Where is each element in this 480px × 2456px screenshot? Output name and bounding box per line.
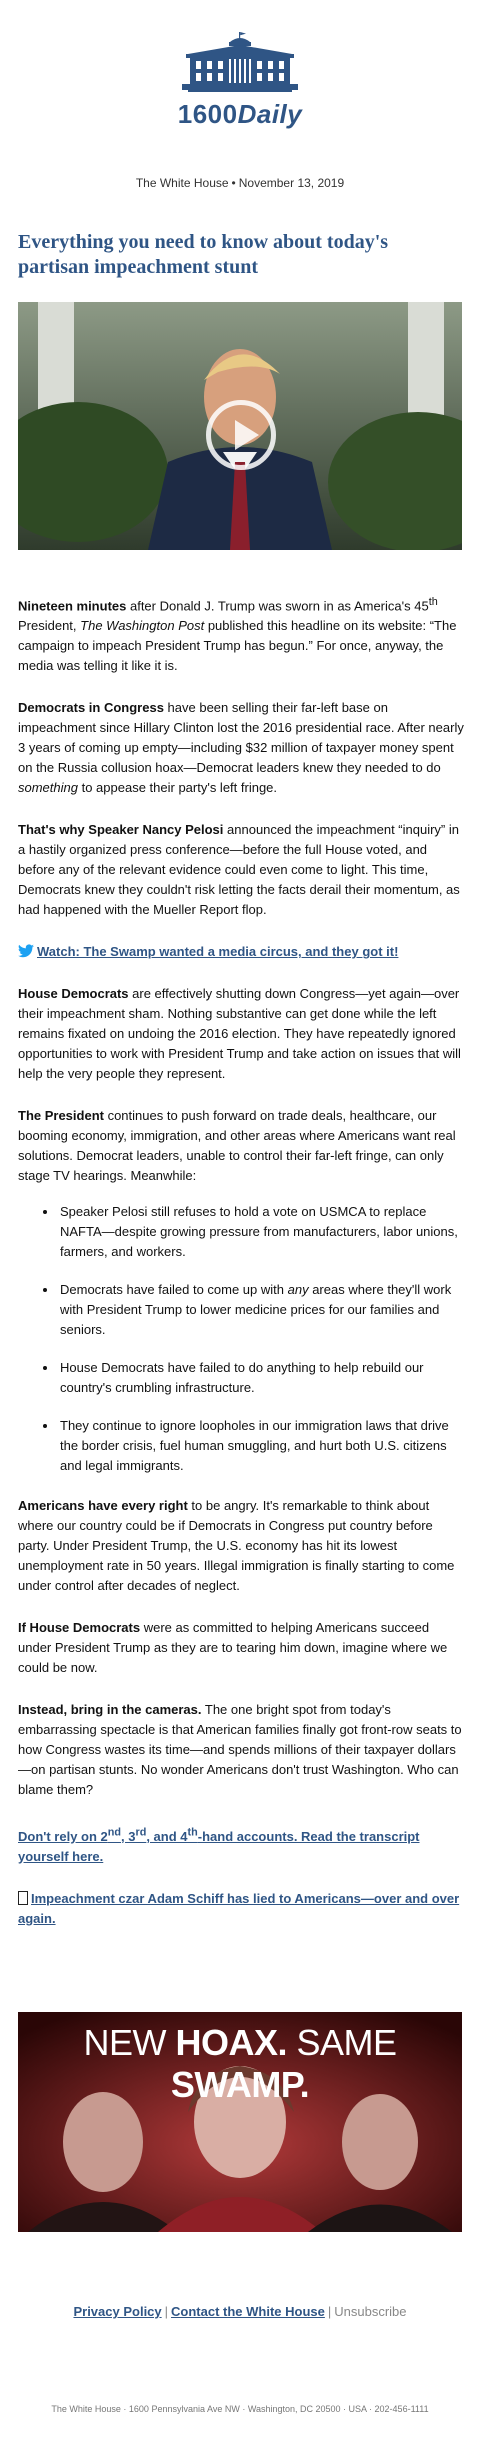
ordinal-suffix: th <box>187 1826 198 1839</box>
ordinal-suffix: rd <box>135 1826 147 1839</box>
promo-word-hoax: HOAX. <box>175 2022 287 2063</box>
white-house-icon <box>170 32 310 92</box>
footer-separator: | <box>164 2304 169 2319</box>
list-item: • House Democrats have failed to do anything to help rebuild our country's crumbling infrastructure. <box>58 1358 464 1398</box>
transcript-link-text-d: -hand accounts. Read the transcript yourself here. <box>18 1828 420 1864</box>
twitter-icon <box>18 944 34 958</box>
list-item-text-b: areas where they'll work with President Trump to lower medicine prices for our families and seniors. <box>60 1282 452 1338</box>
bullet-list <box>18 1202 464 1476</box>
play-circle-icon[interactable] <box>206 400 276 470</box>
transcript-link-text-c: , and 4 <box>146 1828 188 1844</box>
unsubscribe-link[interactable]: Unsubscribe <box>334 2304 407 2319</box>
promo-word-same: SAME <box>296 2022 397 2063</box>
watch-line <box>18 942 464 962</box>
transcript-link-text-b: , 3 <box>121 1828 136 1844</box>
paragraph-8 <box>18 1700 464 1800</box>
watch-video-link[interactable]: Watch: The Swamp wanted a media circus, and they got it! <box>37 944 399 960</box>
publication-name: The Washington Post <box>80 618 205 634</box>
ordinal-suffix: th <box>428 596 438 608</box>
missing-glyph-icon <box>18 1891 28 1905</box>
ordinal-suffix: nd <box>107 1826 122 1839</box>
list-item-text-a: Democrats have failed to come up with <box>60 1282 288 1298</box>
read-transcript-link[interactable] <box>18 1826 420 1864</box>
paragraph-1 <box>18 592 464 676</box>
paragraph-6-lead: Americans have every right <box>18 1498 188 1514</box>
video-thumbnail[interactable] <box>18 302 462 550</box>
promo-banner[interactable] <box>18 2012 462 2232</box>
footer-separator: | <box>327 2304 332 2319</box>
logo-word: Daily <box>237 99 303 129</box>
paragraph-2 <box>18 698 464 798</box>
transcript-link-text-a: Don't rely on 2 <box>18 1828 108 1844</box>
masthead <box>0 32 480 142</box>
paragraph-2-text-a: have been selling their far-left base on impeachment since Hillary Clinton lost the 2016 presidential race. After nearly 3 years of coming up empty—including $32 million of taxpayer money spent on the Russia collusion hoax—Democrat leaders knew they needed to do <box>18 700 464 776</box>
dateline-date: November 13, 2019 <box>238 176 345 190</box>
logo-divider <box>188 90 292 92</box>
footer-address: The White House · 1600 Pennsylvania Ave NW · Washington, DC 20500 · USA · 202-456-1111 <box>51 2404 429 2414</box>
privacy-policy-link[interactable]: Privacy Policy <box>73 2304 162 2319</box>
paragraph-3 <box>18 820 464 920</box>
paragraph-2-emphasis: something <box>18 780 78 796</box>
paragraph-1-lead: Nineteen minutes <box>18 598 127 614</box>
paragraph-3-lead: That's why Speaker Nancy Pelosi <box>18 822 224 838</box>
logo-number: 1600 <box>177 99 238 129</box>
dateline-source: The White House <box>135 176 229 190</box>
promo-word-new: NEW <box>83 2022 166 2063</box>
paragraph-8-lead: Instead, bring in the cameras. <box>18 1702 202 1718</box>
promo-title <box>18 2022 462 2106</box>
list-item <box>58 1280 464 1340</box>
promo-word-swamp: SWAMP. <box>170 2064 310 2105</box>
paragraph-6-text: to be angry. It's remarkable to think about where our country could be if Democrats in Congress put country before party. Under President Trump, the U.S. economy has hit its lowest unemployment rate in 50 years. Illegal immigration is finally starting to come under control after decades of neglect. <box>18 1498 455 1594</box>
brand-logo <box>0 99 480 130</box>
article-body <box>18 592 464 1951</box>
paragraph-1-text-a: after Donald J. Trump was sworn in as America's 45 <box>126 598 429 614</box>
paragraph-5 <box>18 1106 464 1186</box>
paragraph-2-lead: Democrats in Congress <box>18 700 164 716</box>
schiff-line <box>18 1889 464 1929</box>
list-item-emphasis: any <box>287 1282 309 1298</box>
paragraph-5-lead: The President <box>18 1108 104 1124</box>
dateline <box>0 176 480 190</box>
paragraph-4 <box>18 984 464 1084</box>
paragraph-3-text: announced the impeachment “inquiry” in a hastily organized press conference—before the full House voted, and before any of the relevant evidence could even come to light. This time, Democrats knew they couldn't risk letting the facts derail their momentum, as had happened with the Mueller Report flop. <box>18 822 460 918</box>
paragraph-7-lead: If House Democrats <box>18 1620 141 1636</box>
footer-links <box>0 2304 480 2319</box>
transcript-line <box>18 1822 464 1866</box>
paragraph-4-text: are effectively shutting down Congress—yet again—over their impeachment sham. Nothing substantive can get done while the left remains fixated on undoing the 2016 election. They have repeatedly ignored opportunities to work with President Trump and take action on issues that will help the very people they represent. <box>18 986 461 1082</box>
paragraph-6 <box>18 1496 464 1596</box>
contact-link[interactable]: Contact the White House <box>171 2304 325 2319</box>
paragraph-7-text: were as committed to helping Americans succeed under President Trump as they are to tearing him down, imagine where we could be now. <box>18 1620 448 1676</box>
paragraph-7 <box>18 1618 464 1678</box>
headline: Everything you need to know about today's partisan impeachment stunt <box>18 231 389 278</box>
paragraph-1-text-b: President, <box>18 618 81 634</box>
paragraph-4-lead: House Democrats <box>18 986 129 1002</box>
list-item: • Speaker Pelosi still refuses to hold a vote on USMCA to replace NAFTA—despite growing pressure from manufacturers, labor unions, farmers, and workers. <box>58 1202 464 1262</box>
paragraph-5-text: continues to push forward on trade deals, healthcare, our booming economy, immigration, and other areas where Americans want real solutions. Democrat leaders, unable to control their far-left fringe, can only stage TV hearings. Meanwhile: <box>18 1108 456 1184</box>
paragraph-8-text: The one bright spot from today's embarrassing spectacle is that American families finally got front-row seats to how Congress wastes its time—and spends millions of their taxpayer dollars—on partisan stunts. No wonder Americans don't trust Washington. Who can blame them? <box>18 1702 462 1798</box>
schiff-link[interactable]: Impeachment czar Adam Schiff has lied to Americans—over and over again. <box>18 1890 460 1926</box>
dateline-separator: • <box>231 176 236 190</box>
list-item: • They continue to ignore loopholes in our immigration laws that drive the border crisis, fuel human smuggling, and hurt both U.S. citizens and legal immigrants. <box>58 1416 464 1476</box>
paragraph-1-text-c: published this headline on its website: “The campaign to impeach President Trump has begun.” For once, anyway, the media was telling it like it is. <box>18 618 457 674</box>
paragraph-2-text-b: to appease their party's left fringe. <box>77 780 278 796</box>
